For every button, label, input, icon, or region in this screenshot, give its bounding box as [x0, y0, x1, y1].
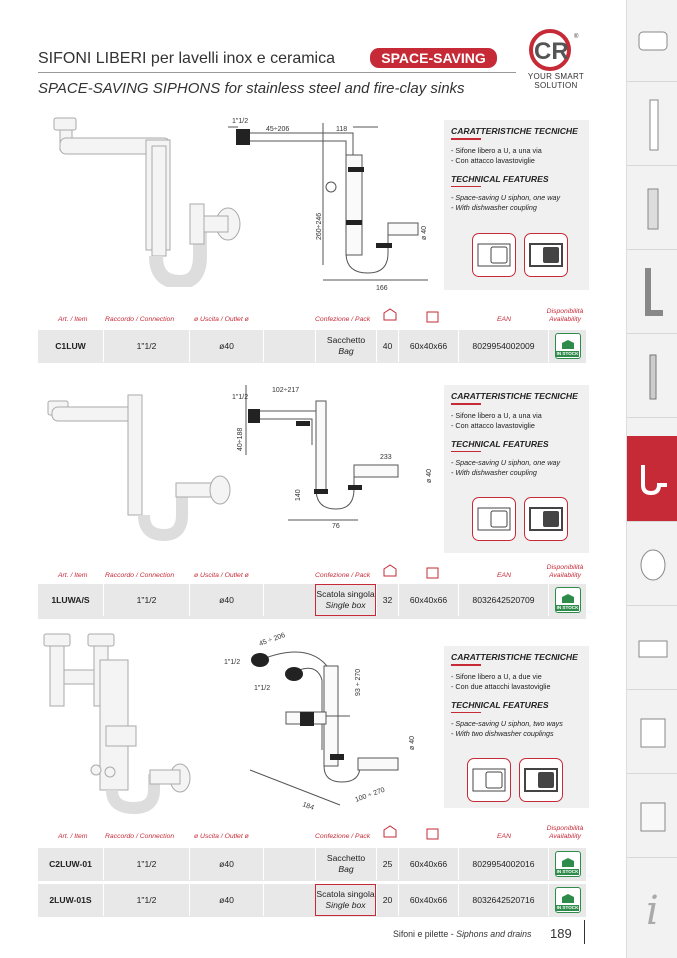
svg-text:102÷217: 102÷217 — [272, 387, 300, 394]
svg-text:93 ÷ 270: 93 ÷ 270 — [355, 668, 362, 696]
ceramic-sink-icon — [519, 758, 563, 802]
technical-drawing-c1luw — [228, 115, 438, 295]
page-number: 189 — [550, 926, 572, 941]
product-photo-c1luw — [40, 112, 255, 287]
svg-text:1"1/2: 1"1/2 — [232, 394, 249, 401]
table-row: 1LUWA/S 1"1/2 ø40 Scatola singola Single box 32 60x40x66 8032642520709 IN STOCK — [38, 583, 586, 619]
svg-text:118: 118 — [336, 126, 348, 133]
toilet-seat-icon — [636, 545, 670, 585]
footer-section-label: Sifoni e pilette - Siphons and drains — [393, 929, 532, 939]
shower-icon — [635, 797, 671, 837]
sidebar-item-valves[interactable] — [627, 168, 677, 250]
sidebar-item-cisterns[interactable] — [627, 0, 677, 82]
space-saving-badge: SPACE-SAVING — [370, 48, 497, 68]
product-photo-c2luw-01 — [40, 630, 210, 815]
stainless-sink-icon — [472, 497, 516, 541]
cistern-icon — [636, 26, 670, 56]
svg-text:100 ÷ 270: 100 ÷ 270 — [354, 786, 386, 804]
svg-text:ø 40: ø 40 — [426, 468, 433, 483]
tech-features-box-1: CARATTERISTICHE TECNICHE - Sifone libero a U, a una via - Con attacco lavastoviglie TECHNICAL FEATURES - Space-saving U siphon, one way - With dishwasher coupling — [444, 120, 589, 290]
svg-text:®: ® — [574, 34, 579, 40]
svg-text:ø 40: ø 40 — [421, 225, 428, 240]
svg-text:40÷188: 40÷188 — [237, 427, 244, 451]
svg-text:166: 166 — [376, 285, 388, 292]
table-row: C2LUW-01 1"1/2 ø40 Sacchetto Bag 25 60x40x66 8029954002016 IN STOCK — [38, 847, 586, 881]
header-divider — [38, 72, 516, 73]
box-size-icon — [425, 564, 441, 580]
category-sidebar — [626, 0, 677, 958]
stainless-sink-icon — [467, 758, 511, 802]
table-header-3: Art. / Item Raccordo / Connection ø Uscita / Outlet ø Confezione / Pack EAN Disponibilità Availability — [58, 825, 584, 840]
page-subtitle: SPACE-SAVING SIPHONS for stainless steel and fire-clay sinks — [38, 80, 465, 97]
sidebar-item-pipes[interactable] — [627, 252, 677, 334]
svg-text:1"1/2: 1"1/2 — [254, 685, 271, 692]
sidebar-item-seats[interactable] — [627, 524, 677, 606]
sidebar-item-info[interactable] — [627, 860, 677, 958]
pipe-icon — [638, 263, 668, 323]
sink-type-icons-3 — [467, 758, 563, 802]
sink-type-icons-1 — [472, 233, 568, 277]
stainless-sink-icon — [472, 233, 516, 277]
pack-icon — [381, 306, 399, 324]
svg-text:260÷246: 260÷246 — [316, 212, 323, 240]
ceramic-sink-icon — [524, 233, 568, 277]
tech-features-box-3: CARATTERISTICHE TECNICHE - Sifone libero a U, a due vie - Con due attacchi lavastoviglie TECHNICAL FEATURES - Space-saving U siphon, two ways - With two dishwasher couplings — [444, 646, 589, 808]
svg-text:i: i — [645, 888, 659, 934]
ceramic-sink-icon — [524, 497, 568, 541]
table-row: C1LUW 1"1/2 ø40 Sacchetto Bag 40 60x40x66 8029954002009 IN STOCK — [38, 329, 586, 363]
svg-text:233: 233 — [380, 454, 392, 461]
fill-valve-icon — [638, 347, 668, 407]
product-photo-1luwa-s — [40, 385, 255, 545]
valve-icon — [638, 179, 668, 239]
sink-icon — [635, 629, 671, 669]
siphon-icon — [633, 459, 673, 499]
technical-drawing-1luwa-s — [228, 385, 438, 535]
sink-type-icons-2 — [472, 497, 568, 541]
page-title: SIFONI LIBERI per lavelli inox e ceramica — [38, 50, 335, 67]
svg-text:ø 40: ø 40 — [409, 735, 416, 750]
frame-icon — [638, 95, 668, 155]
footer-divider — [584, 920, 585, 944]
box-size-icon — [425, 825, 441, 841]
svg-text:1"1/2: 1"1/2 — [224, 659, 241, 666]
in-stock-badge: IN STOCK — [555, 333, 581, 359]
sidebar-item-frames[interactable] — [627, 84, 677, 166]
svg-text:184: 184 — [301, 801, 315, 812]
svg-text:45÷206: 45÷206 — [266, 126, 290, 133]
table-header-1: Art. / Item Raccordo / Connection ø Uscita / Outlet ø Confezione / Pack EAN Disponibilità Availability — [58, 308, 584, 323]
cabinet-icon — [635, 713, 671, 753]
table-header-2: Art. / Item Raccordo / Connection ø Uscita / Outlet ø Confezione / Pack EAN Disponibilità Availability — [58, 564, 584, 579]
sidebar-item-fill-valves[interactable] — [627, 336, 677, 418]
table-row: 2LUW-01S 1"1/2 ø40 Scatola singola Single box 20 60x40x66 8032642520716 IN STOCK — [38, 883, 586, 917]
svg-text:1"1/2: 1"1/2 — [232, 118, 249, 125]
sidebar-item-furniture[interactable] — [627, 692, 677, 774]
svg-text:76: 76 — [332, 523, 340, 530]
pack-icon — [381, 823, 399, 841]
in-stock-badge: IN STOCK — [555, 851, 581, 877]
svg-text:140: 140 — [295, 489, 302, 501]
info-icon — [638, 884, 668, 934]
logo-tagline: YOUR SMART SOLUTION — [527, 72, 585, 90]
sidebar-item-sinks[interactable] — [627, 608, 677, 690]
in-stock-badge: IN STOCK — [555, 587, 581, 613]
pack-icon — [381, 562, 399, 580]
box-size-icon — [425, 308, 441, 324]
svg-text:CR: CR — [534, 38, 569, 65]
sidebar-item-shower[interactable] — [627, 776, 677, 858]
svg-text:45 ÷ 206: 45 ÷ 206 — [258, 631, 287, 648]
sidebar-item-siphons[interactable] — [627, 436, 677, 522]
tech-features-box-2: CARATTERISTICHE TECNICHE - Sifone libero a U, a una via - Con attacco lavastoviglie TECHNICAL FEATURES - Space-saving U siphon, one way - With dishwasher coupling — [444, 385, 589, 553]
technical-drawing-c2luw-01 — [220, 630, 440, 815]
in-stock-badge: IN STOCK — [555, 887, 581, 913]
